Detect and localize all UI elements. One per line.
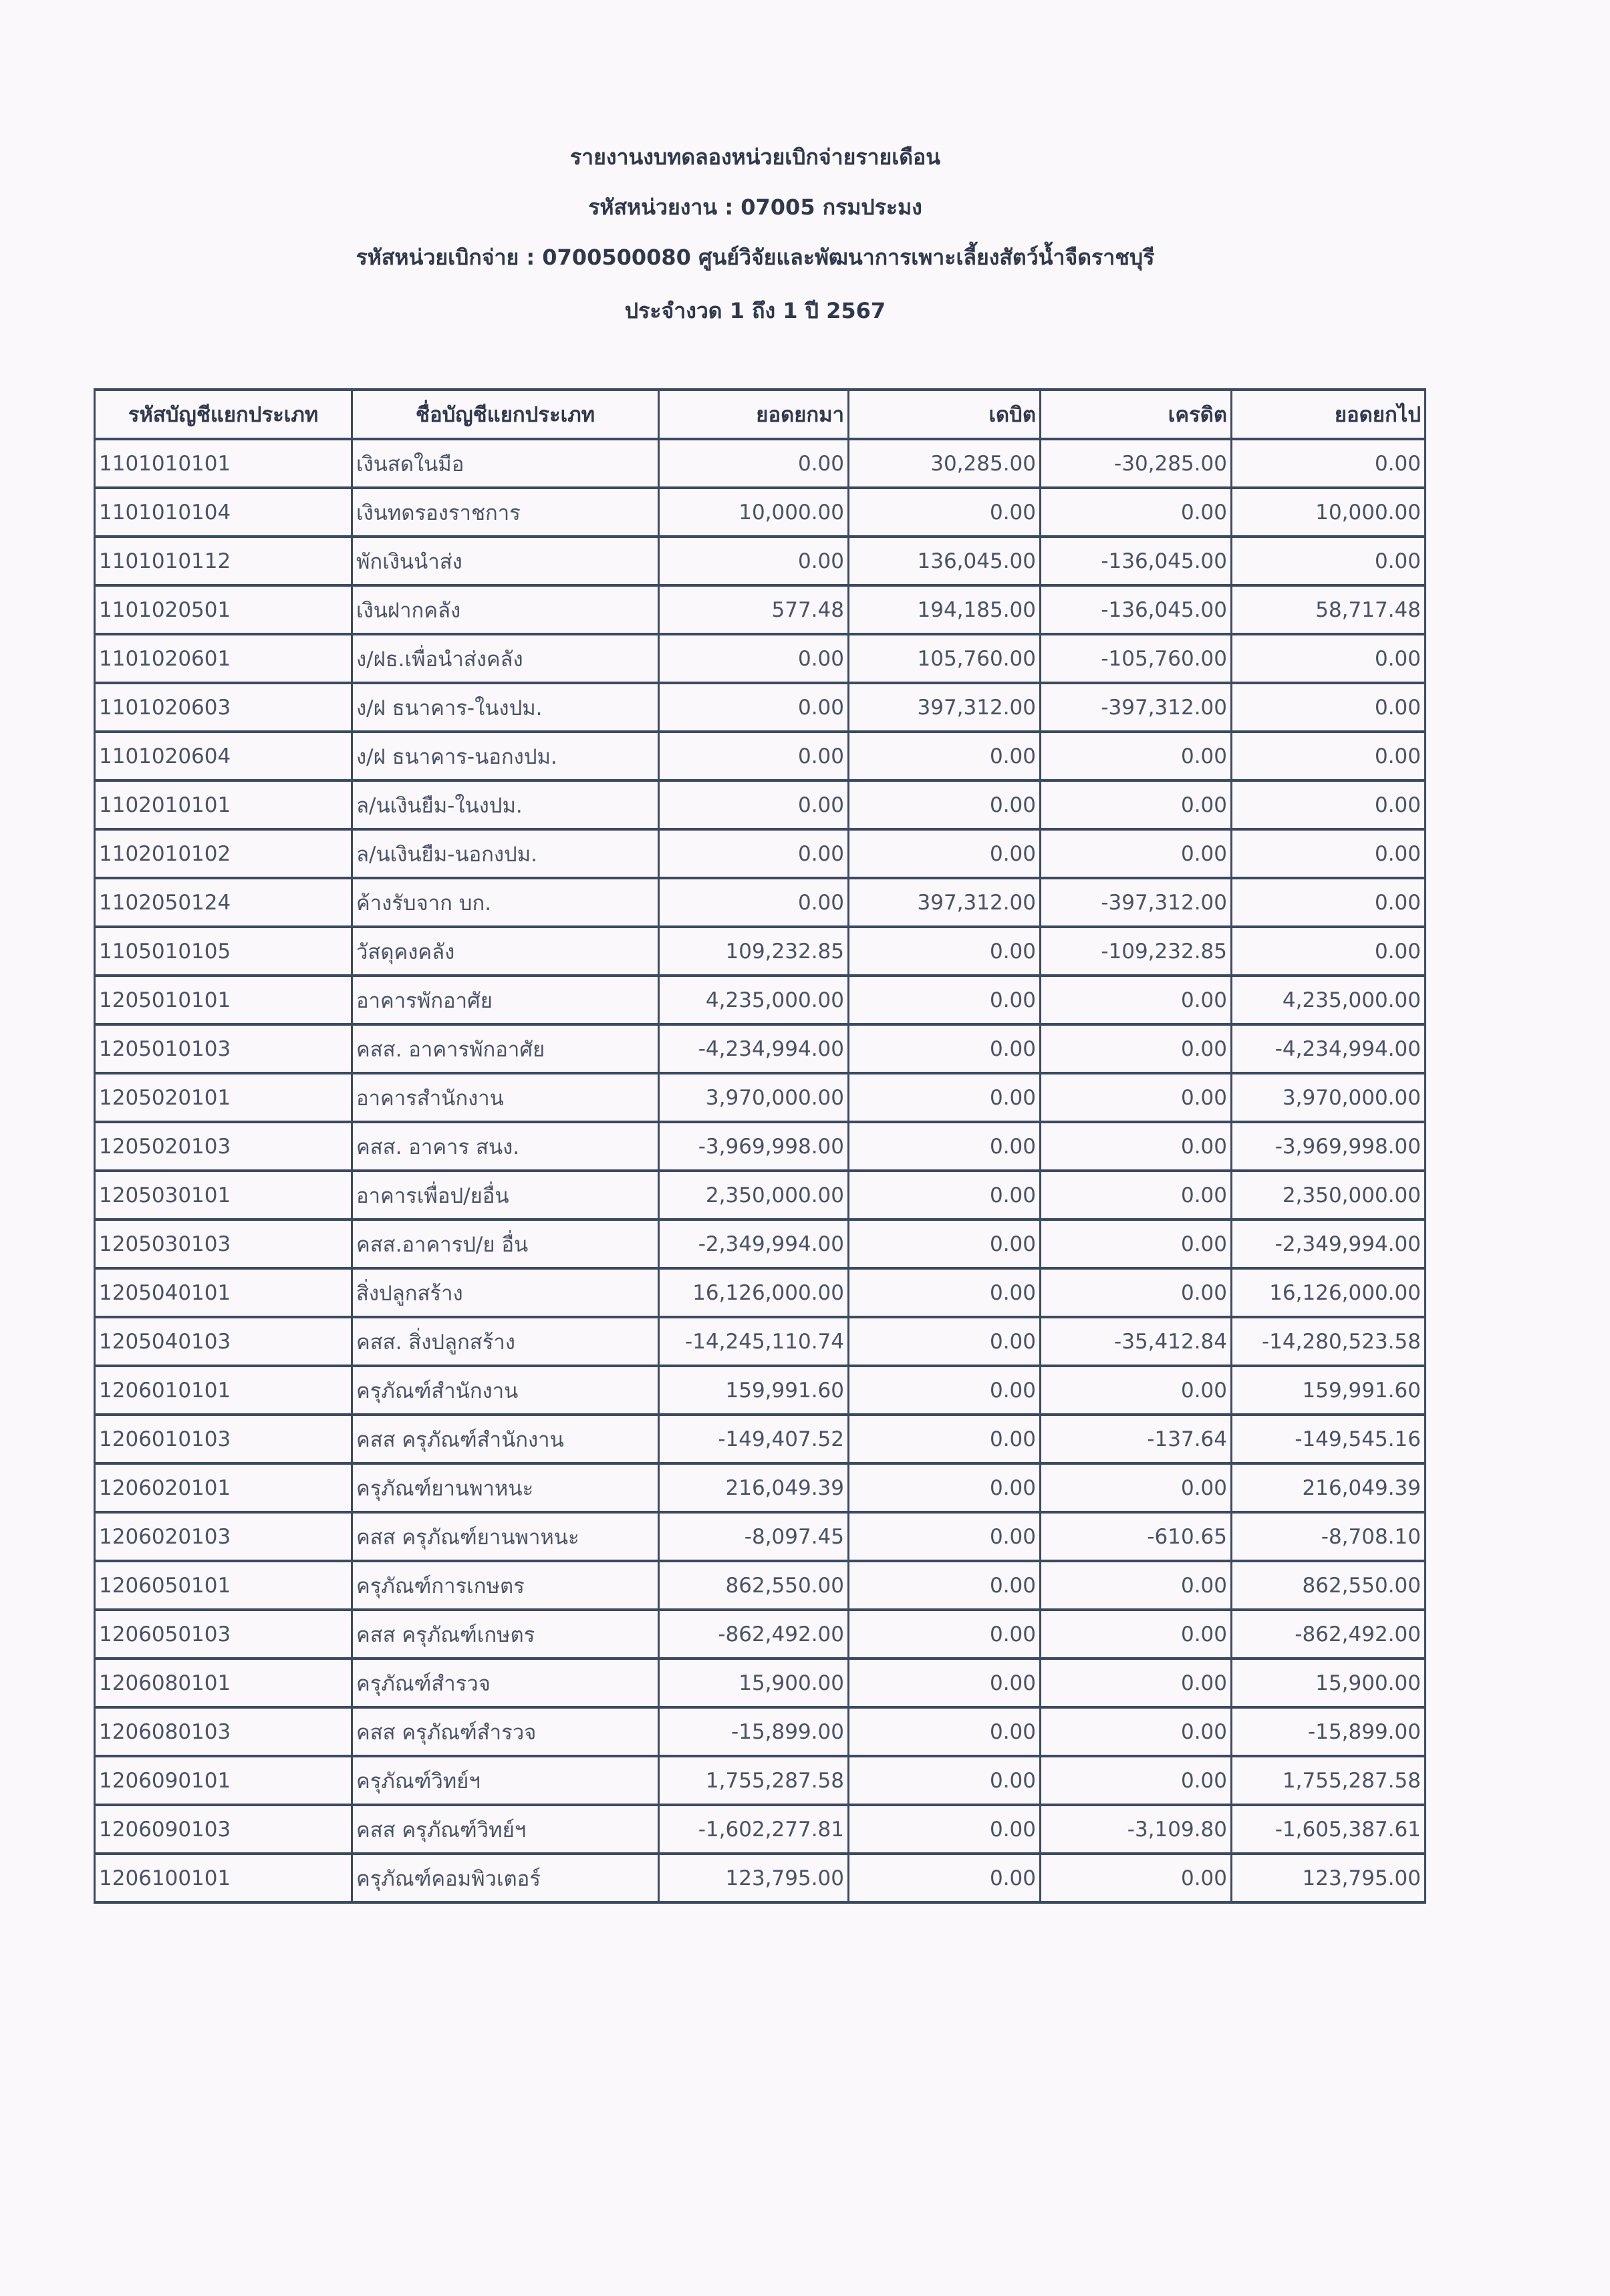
cell-debit: 0.00 [849, 1659, 1041, 1707]
cell-account-name: ครุภัณฑ์สำรวจ [352, 1659, 659, 1707]
cell-closing-balance: 0.00 [1232, 683, 1426, 732]
table-row [95, 1805, 1426, 1854]
cell-closing-balance: -1,605,387.61 [1232, 1805, 1426, 1854]
cell-debit: 0.00 [849, 1122, 1041, 1171]
cell-debit: 397,312.00 [849, 683, 1041, 732]
cell-opening-balance: 0.00 [659, 780, 849, 829]
cell-opening-balance: -2,349,994.00 [659, 1219, 849, 1268]
cell-account-name: วัสดุคงคลัง [352, 927, 659, 976]
cell-credit: 0.00 [1041, 1561, 1232, 1610]
cell-account-code: 1206050103 [95, 1610, 352, 1659]
cell-account-code: 1105010105 [95, 927, 352, 976]
cell-account-name: คสส ครุภัณฑ์สำนักงาน [352, 1415, 659, 1463]
cell-account-code: 1205030101 [95, 1171, 352, 1219]
cell-account-code: 1206090103 [95, 1805, 352, 1854]
table-row [95, 1463, 1426, 1512]
cell-account-name: เงินทดรองราชการ [352, 488, 659, 537]
agency-line: รหัสหน่วยงาน : 07005 กรมประมง [588, 194, 922, 220]
table-row [95, 1366, 1426, 1415]
cell-debit: 0.00 [849, 829, 1041, 878]
table-row [95, 1171, 1426, 1219]
cell-opening-balance: 10,000.00 [659, 488, 849, 537]
cell-closing-balance: -15,899.00 [1232, 1707, 1426, 1756]
cell-closing-balance: -8,708.10 [1232, 1512, 1426, 1561]
cell-credit: 0.00 [1041, 488, 1232, 537]
cell-opening-balance: 0.00 [659, 878, 849, 927]
cell-closing-balance: 4,235,000.00 [1232, 976, 1426, 1024]
cell-opening-balance: -149,407.52 [659, 1415, 849, 1463]
cell-account-name: ง/ฝ ธนาคาร-ในงปม. [352, 683, 659, 732]
cell-debit: 0.00 [849, 976, 1041, 1024]
cell-account-code: 1205020103 [95, 1122, 352, 1171]
cell-credit: 0.00 [1041, 1610, 1232, 1659]
cell-credit: 0.00 [1041, 1024, 1232, 1073]
cell-closing-balance: 0.00 [1232, 732, 1426, 780]
cell-closing-balance: 0.00 [1232, 634, 1426, 683]
cell-opening-balance: 2,350,000.00 [659, 1171, 849, 1219]
cell-debit: 0.00 [849, 1610, 1041, 1659]
cell-debit: 397,312.00 [849, 878, 1041, 927]
cell-closing-balance: -4,234,994.00 [1232, 1024, 1426, 1073]
cell-debit: 0.00 [849, 1512, 1041, 1561]
cell-closing-balance: -2,349,994.00 [1232, 1219, 1426, 1268]
table-row [95, 683, 1426, 732]
cell-account-name: ล/นเงินยืม-ในงปม. [352, 780, 659, 829]
cell-credit: 0.00 [1041, 976, 1232, 1024]
cell-debit: 0.00 [849, 732, 1041, 780]
cell-debit: 0.00 [849, 1707, 1041, 1756]
cell-account-name: ครุภัณฑ์การเกษตร [352, 1561, 659, 1610]
cell-account-name: อาคารพักอาศัย [352, 976, 659, 1024]
cell-credit: 0.00 [1041, 1268, 1232, 1317]
cell-closing-balance: 0.00 [1232, 829, 1426, 878]
cell-debit: 30,285.00 [849, 439, 1041, 488]
cell-credit: 0.00 [1041, 1707, 1232, 1756]
cell-closing-balance: 0.00 [1232, 439, 1426, 488]
cell-account-name: คสส ครุภัณฑ์วิทย์ฯ [352, 1805, 659, 1854]
cell-opening-balance: 4,235,000.00 [659, 976, 849, 1024]
cell-opening-balance: 0.00 [659, 829, 849, 878]
cell-opening-balance: 0.00 [659, 732, 849, 780]
table-row [95, 1756, 1426, 1805]
table-row [95, 878, 1426, 927]
cell-account-name: คสส ครุภัณฑ์สำรวจ [352, 1707, 659, 1756]
cell-account-name: คสส. สิ่งปลูกสร้าง [352, 1317, 659, 1366]
disbursing-unit-line: รหัสหน่วยเบิกจ่าย : 0700500080 ศูนย์วิจัยและพัฒนาการเพาะเลี้ยงสัตว์น้ำจืดราชบุรี [356, 245, 1155, 270]
cell-closing-balance: 1,755,287.58 [1232, 1756, 1426, 1805]
cell-opening-balance: 109,232.85 [659, 927, 849, 976]
cell-account-name: ครุภัณฑ์วิทย์ฯ [352, 1756, 659, 1805]
cell-account-name: ค้างรับจาก บก. [352, 878, 659, 927]
cell-debit: 0.00 [849, 1366, 1041, 1415]
cell-debit: 0.00 [849, 1415, 1041, 1463]
cell-account-code: 1205040103 [95, 1317, 352, 1366]
table-header-row [95, 390, 1426, 439]
cell-account-code: 1206020103 [95, 1512, 352, 1561]
cell-closing-balance: 0.00 [1232, 878, 1426, 927]
table-row [95, 829, 1426, 878]
table-row [95, 1854, 1426, 1902]
cell-account-name: คสส. อาคารพักอาศัย [352, 1024, 659, 1073]
table-row [95, 1610, 1426, 1659]
cell-credit: -397,312.00 [1041, 878, 1232, 927]
cell-account-name: คสส. อาคาร สนง. [352, 1122, 659, 1171]
cell-account-code: 1102010102 [95, 829, 352, 878]
cell-account-code: 1206080101 [95, 1659, 352, 1707]
cell-opening-balance: -1,602,277.81 [659, 1805, 849, 1854]
cell-credit: -610.65 [1041, 1512, 1232, 1561]
cell-opening-balance: -4,234,994.00 [659, 1024, 849, 1073]
cell-opening-balance: 3,970,000.00 [659, 1073, 849, 1122]
cell-account-code: 1102050124 [95, 878, 352, 927]
cell-credit: 0.00 [1041, 1122, 1232, 1171]
cell-credit: -397,312.00 [1041, 683, 1232, 732]
cell-credit: 0.00 [1041, 829, 1232, 878]
table-row [95, 1073, 1426, 1122]
cell-opening-balance: 159,991.60 [659, 1366, 849, 1415]
table-row [95, 1268, 1426, 1317]
cell-debit: 0.00 [849, 1171, 1041, 1219]
table-row [95, 585, 1426, 634]
cell-credit: 0.00 [1041, 780, 1232, 829]
cell-credit: -3,109.80 [1041, 1805, 1232, 1854]
cell-credit: -136,045.00 [1041, 585, 1232, 634]
cell-closing-balance: 862,550.00 [1232, 1561, 1426, 1610]
cell-opening-balance: 15,900.00 [659, 1659, 849, 1707]
cell-account-name: ครุภัณฑ์สำนักงาน [352, 1366, 659, 1415]
cell-opening-balance: 0.00 [659, 537, 849, 585]
cell-credit: -137.64 [1041, 1415, 1232, 1463]
cell-account-name: พักเงินนำส่ง [352, 537, 659, 585]
cell-debit: 0.00 [849, 1463, 1041, 1512]
cell-account-code: 1205010101 [95, 976, 352, 1024]
cell-debit: 0.00 [849, 1073, 1041, 1122]
table-row [95, 1659, 1426, 1707]
trial-balance-table [94, 388, 1426, 1904]
cell-credit: -136,045.00 [1041, 537, 1232, 585]
cell-account-code: 1206010103 [95, 1415, 352, 1463]
cell-account-name: อาคารเพื่อป/ยอื่น [352, 1171, 659, 1219]
table-row [95, 537, 1426, 585]
cell-account-code: 1206090101 [95, 1756, 352, 1805]
cell-credit: -109,232.85 [1041, 927, 1232, 976]
table-row [95, 1561, 1426, 1610]
cell-closing-balance: -14,280,523.58 [1232, 1317, 1426, 1366]
cell-debit: 0.00 [849, 1024, 1041, 1073]
table-row [95, 732, 1426, 780]
cell-credit: 0.00 [1041, 1219, 1232, 1268]
cell-debit: 0.00 [849, 1805, 1041, 1854]
table-row [95, 976, 1426, 1024]
table-row [95, 488, 1426, 537]
cell-account-code: 1206050101 [95, 1561, 352, 1610]
cell-account-code: 1205020101 [95, 1073, 352, 1122]
header-credit: เครดิต [1041, 390, 1232, 439]
cell-account-name: ล/นเงินยืม-นอกงปม. [352, 829, 659, 878]
cell-credit: 0.00 [1041, 1171, 1232, 1219]
cell-opening-balance: -15,899.00 [659, 1707, 849, 1756]
cell-closing-balance: 58,717.48 [1232, 585, 1426, 634]
cell-account-code: 1101010101 [95, 439, 352, 488]
cell-opening-balance: 577.48 [659, 585, 849, 634]
header-account-name: ชื่อบัญชีแยกประเภท [352, 390, 659, 439]
cell-account-name: คสส ครุภัณฑ์เกษตร [352, 1610, 659, 1659]
cell-opening-balance: -14,245,110.74 [659, 1317, 849, 1366]
table-row [95, 1415, 1426, 1463]
cell-opening-balance: 0.00 [659, 634, 849, 683]
cell-credit: -105,760.00 [1041, 634, 1232, 683]
cell-account-code: 1101020601 [95, 634, 352, 683]
table-row [95, 1317, 1426, 1366]
cell-closing-balance: 10,000.00 [1232, 488, 1426, 537]
cell-account-name: ครุภัณฑ์คอมพิวเตอร์ [352, 1854, 659, 1902]
cell-account-name: เงินฝากคลัง [352, 585, 659, 634]
cell-closing-balance: 0.00 [1232, 927, 1426, 976]
cell-closing-balance: 216,049.39 [1232, 1463, 1426, 1512]
table-row [95, 634, 1426, 683]
cell-opening-balance: 16,126,000.00 [659, 1268, 849, 1317]
cell-opening-balance: -862,492.00 [659, 1610, 849, 1659]
table-row [95, 780, 1426, 829]
cell-opening-balance: 862,550.00 [659, 1561, 849, 1610]
table-row [95, 927, 1426, 976]
cell-closing-balance: 16,126,000.00 [1232, 1268, 1426, 1317]
cell-credit: -35,412.84 [1041, 1317, 1232, 1366]
cell-account-code: 1101020501 [95, 585, 352, 634]
table-row [95, 1512, 1426, 1561]
cell-account-code: 1206080103 [95, 1707, 352, 1756]
cell-opening-balance: 216,049.39 [659, 1463, 849, 1512]
cell-debit: 194,185.00 [849, 585, 1041, 634]
cell-credit: 0.00 [1041, 1659, 1232, 1707]
cell-closing-balance: 3,970,000.00 [1232, 1073, 1426, 1122]
table-row [95, 1219, 1426, 1268]
cell-credit: 0.00 [1041, 1854, 1232, 1902]
cell-closing-balance: 0.00 [1232, 537, 1426, 585]
cell-debit: 0.00 [849, 1317, 1041, 1366]
cell-account-code: 1101020604 [95, 732, 352, 780]
cell-debit: 0.00 [849, 1268, 1041, 1317]
header-closing-balance: ยอดยกไป [1232, 390, 1426, 439]
table-row [95, 439, 1426, 488]
cell-account-code: 1101020603 [95, 683, 352, 732]
cell-debit: 0.00 [849, 1756, 1041, 1805]
cell-account-code: 1206010101 [95, 1366, 352, 1415]
cell-debit: 136,045.00 [849, 537, 1041, 585]
cell-credit: 0.00 [1041, 732, 1232, 780]
cell-account-code: 1206100101 [95, 1854, 352, 1902]
cell-account-code: 1102010101 [95, 780, 352, 829]
cell-opening-balance: 1,755,287.58 [659, 1756, 849, 1805]
cell-credit: 0.00 [1041, 1463, 1232, 1512]
table-row [95, 1707, 1426, 1756]
cell-opening-balance: -8,097.45 [659, 1512, 849, 1561]
period-line: ประจำงวด 1 ถึง 1 ปี 2567 [624, 298, 886, 323]
cell-account-name: เงินสดในมือ [352, 439, 659, 488]
cell-closing-balance: -149,545.16 [1232, 1415, 1426, 1463]
cell-debit: 0.00 [849, 927, 1041, 976]
table-body [95, 439, 1426, 1902]
cell-closing-balance: 159,991.60 [1232, 1366, 1426, 1415]
cell-debit: 105,760.00 [849, 634, 1041, 683]
cell-debit: 0.00 [849, 1219, 1041, 1268]
cell-opening-balance: 0.00 [659, 683, 849, 732]
cell-account-code: 1205010103 [95, 1024, 352, 1073]
cell-closing-balance: 2,350,000.00 [1232, 1171, 1426, 1219]
cell-account-name: ครุภัณฑ์ยานพาหนะ [352, 1463, 659, 1512]
header-account-code: รหัสบัญชีแยกประเภท [95, 390, 352, 439]
cell-account-name: คสส.อาคารป/ย อื่น [352, 1219, 659, 1268]
cell-opening-balance: -3,969,998.00 [659, 1122, 849, 1171]
report-title: รายงานงบทดลองหน่วยเบิกจ่ายรายเดือน [569, 144, 941, 170]
cell-closing-balance: 123,795.00 [1232, 1854, 1426, 1902]
cell-account-code: 1205040101 [95, 1268, 352, 1317]
cell-credit: -30,285.00 [1041, 439, 1232, 488]
cell-debit: 0.00 [849, 780, 1041, 829]
cell-account-name: ง/ฝ ธนาคาร-นอกงปม. [352, 732, 659, 780]
cell-debit: 0.00 [849, 1561, 1041, 1610]
table-row [95, 1122, 1426, 1171]
cell-opening-balance: 123,795.00 [659, 1854, 849, 1902]
cell-account-code: 1101010104 [95, 488, 352, 537]
cell-closing-balance: 0.00 [1232, 780, 1426, 829]
cell-closing-balance: -3,969,998.00 [1232, 1122, 1426, 1171]
cell-account-name: สิ่งปลูกสร้าง [352, 1268, 659, 1317]
cell-credit: 0.00 [1041, 1756, 1232, 1805]
cell-account-name: อาคารสำนักงาน [352, 1073, 659, 1122]
cell-account-code: 1206020101 [95, 1463, 352, 1512]
cell-closing-balance: 15,900.00 [1232, 1659, 1426, 1707]
cell-credit: 0.00 [1041, 1073, 1232, 1122]
cell-closing-balance: -862,492.00 [1232, 1610, 1426, 1659]
cell-account-code: 1205030103 [95, 1219, 352, 1268]
cell-opening-balance: 0.00 [659, 439, 849, 488]
cell-debit: 0.00 [849, 488, 1041, 537]
table-row [95, 1024, 1426, 1073]
cell-credit: 0.00 [1041, 1366, 1232, 1415]
cell-account-name: คสส ครุภัณฑ์ยานพาหนะ [352, 1512, 659, 1561]
header-debit: เดบิต [849, 390, 1041, 439]
cell-account-name: ง/ฝธ.เพื่อนำส่งคลัง [352, 634, 659, 683]
header-opening-balance: ยอดยกมา [659, 390, 849, 439]
cell-debit: 0.00 [849, 1854, 1041, 1902]
cell-account-code: 1101010112 [95, 537, 352, 585]
